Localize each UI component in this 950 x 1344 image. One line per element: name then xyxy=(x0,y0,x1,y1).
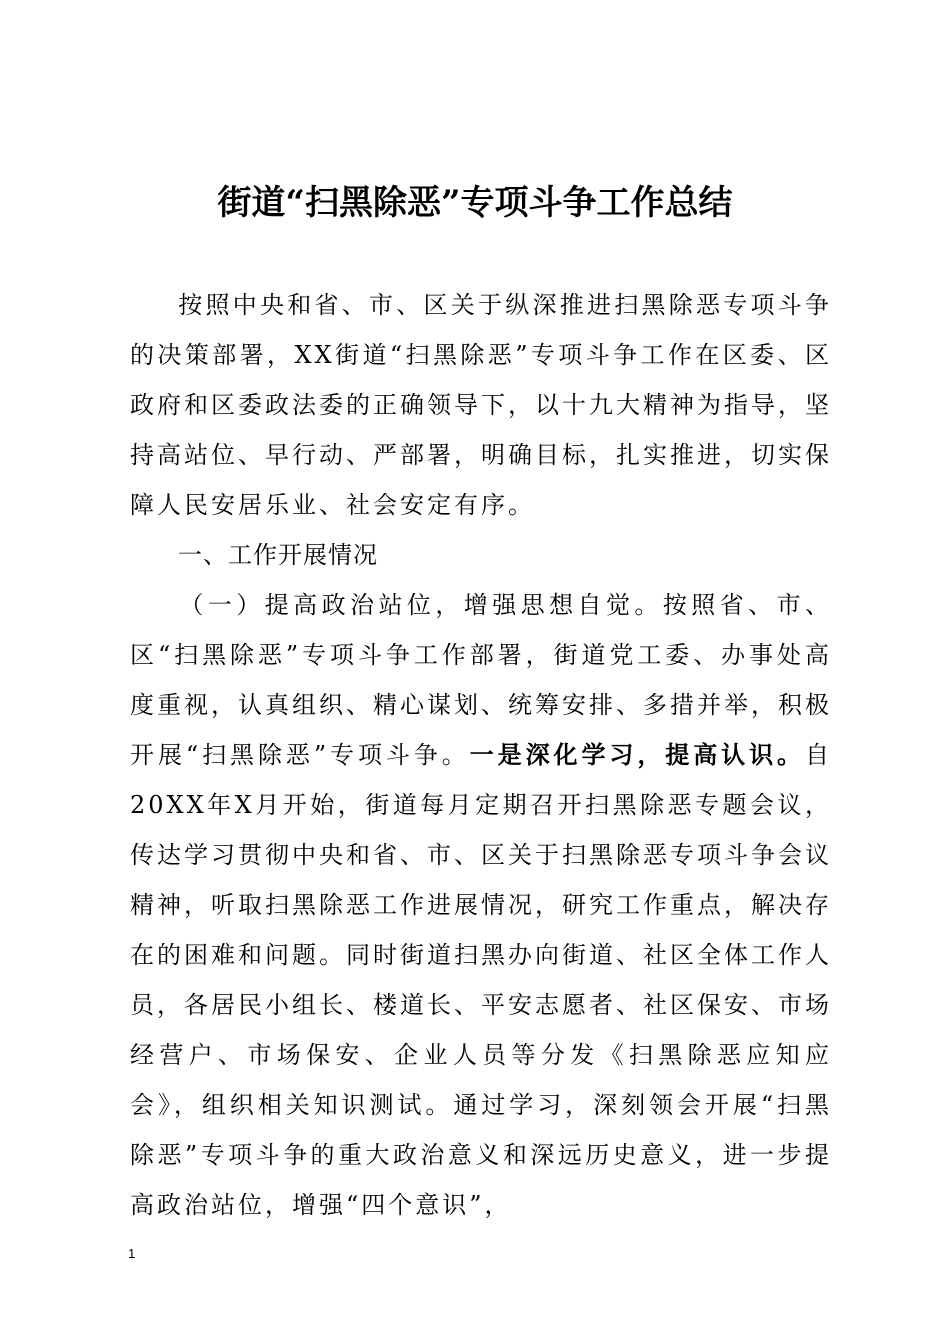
section-paragraph-text-b: 自20XX年X月开始，街道每月定期召开扫黑除恶专题会议，传达学习贯彻中央和省、市、区关于扫黑除恶专项斗争会议精神，听取扫黑除恶工作进展情况，研究工作重点，解决存在的困难和问题。同时街道扫黑办向街道、社区全体工作人员，各居民小组长、楼道长、平安志愿者、社区保安、市场经营户、市场保安、企业人员等分发《扫黑除恶应知应会》，组织相关知识测试。通过学习，深刻领会开展“扫黑除恶”专项斗争的重大政治意义和深远历史意义，进一步提高政治站位，增强“四个意识”， xyxy=(130,741,832,1219)
page-number: 1 xyxy=(128,1246,136,1261)
section-heading: 一、工作开展情况 xyxy=(178,541,378,569)
section-paragraph-bold: 一是深化学习，提高认识。 xyxy=(469,740,805,769)
intro-paragraph xyxy=(130,280,832,530)
section-paragraph-text-a: （一）提高政治站位，增强思想自觉。按照省、市、区“扫黑除恶”专项斗争工作部署，街道党工委、办事处高度重视，认真组织、精心谋划、统筹安排、多措并举，积极开展“扫黑除恶”专项斗争。 xyxy=(130,591,832,769)
section-paragraph xyxy=(130,580,832,1230)
document-title: 街道“扫黑除恶”专项斗争工作总结 xyxy=(217,183,733,223)
intro-paragraph-text: 按照中央和省、市、区关于纵深推进扫黑除恶专项斗争的决策部署，XX街道“扫黑除恶”专项斗争工作在区委、区政府和区委政法委的正确领导下，以十九大精神为指导，坚持高站位、早行动、严部署，明确目标，扎实推进，切实保障人民安居乐业、社会安定有序。 xyxy=(130,291,832,519)
